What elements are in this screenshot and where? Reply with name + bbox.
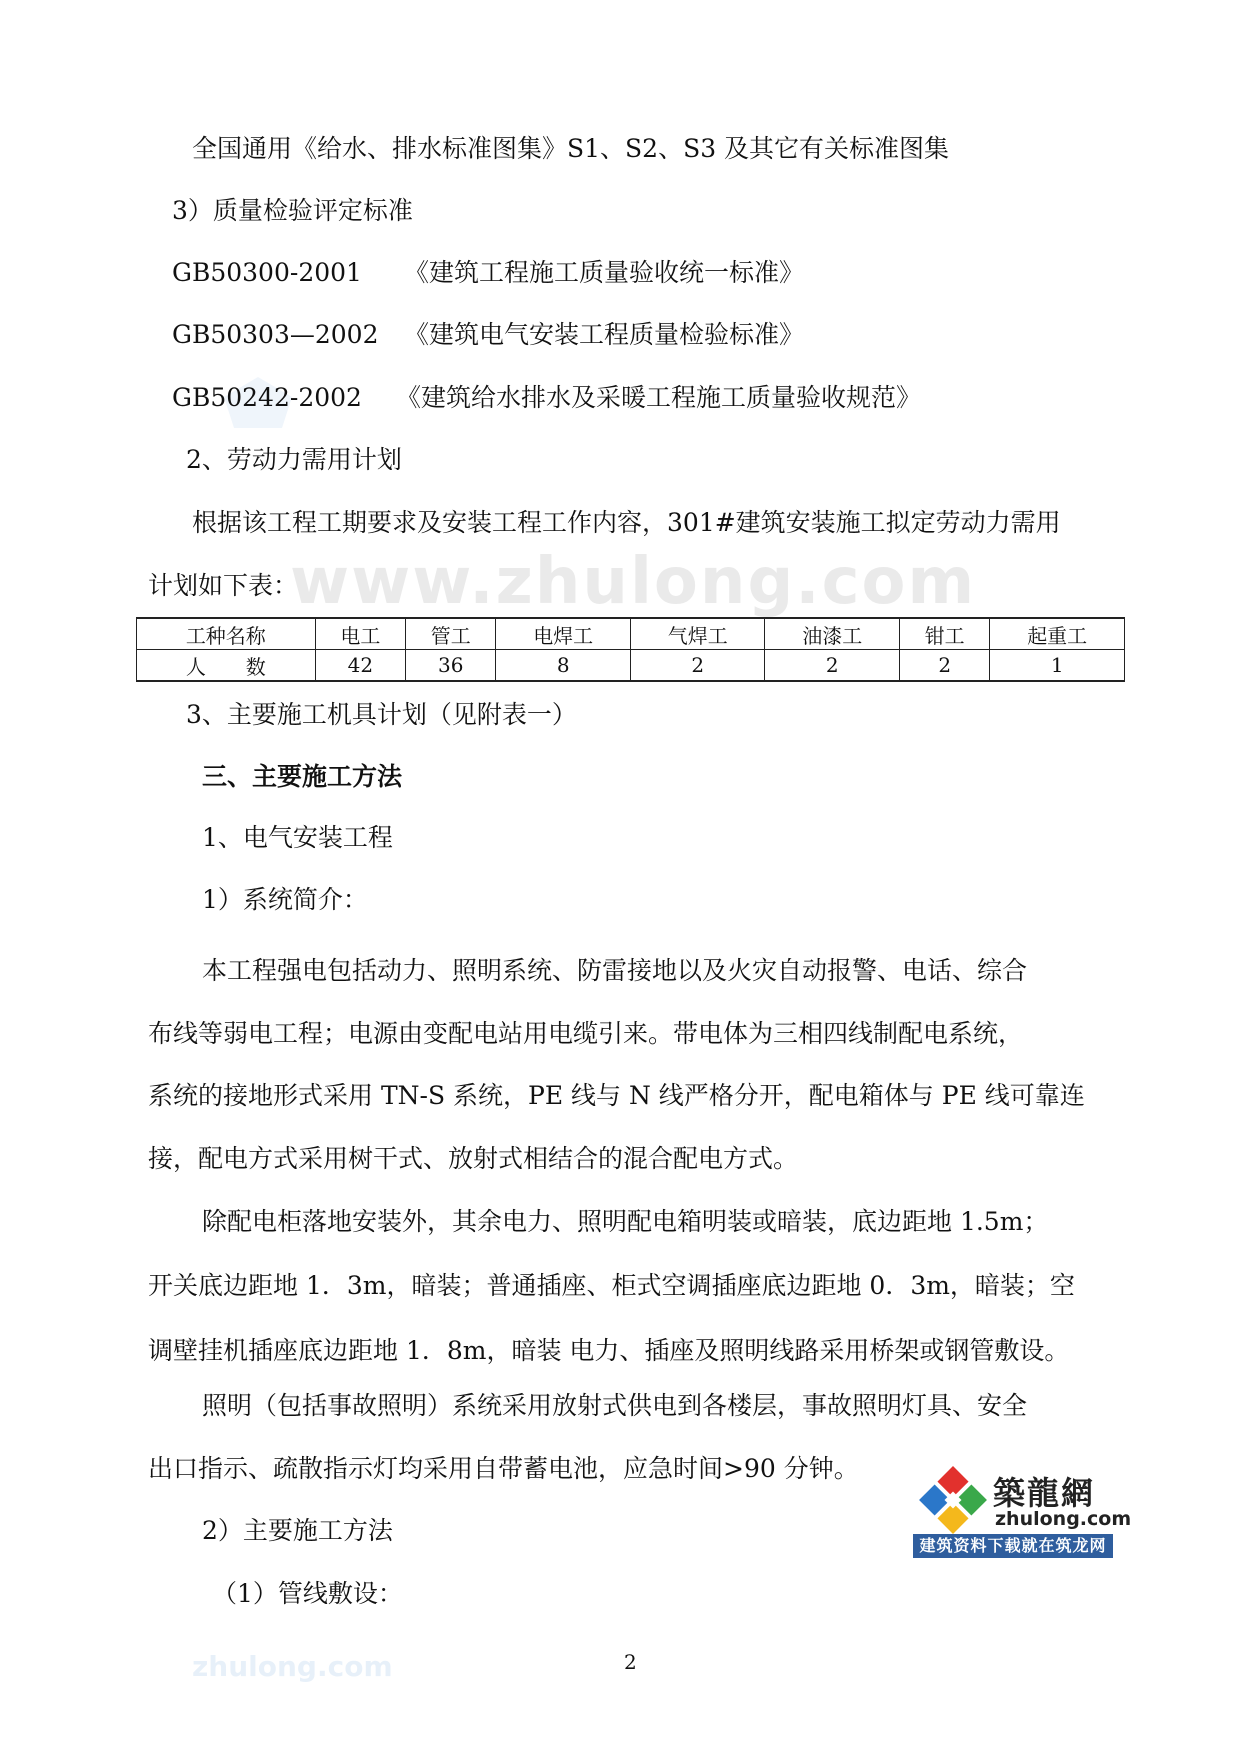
table-cell: 42 [315,650,405,682]
table-header-row [137,618,1125,650]
paragraph-line: 接，配电方式采用树干式、放射式相结合的混合配电方式。 [148,1144,799,1173]
table-cell: 气焊工 [630,618,765,650]
watermark-text: www.zhulong.com [290,545,977,619]
standard-item [172,257,804,289]
table-cell: 钳工 [899,618,989,650]
table-cell: 工种名称 [137,618,316,650]
logo-title: 築龍網 [993,1474,1096,1512]
footer-watermark: zhulong.com [192,1650,393,1683]
table-cell: 1 [990,650,1125,682]
standard-item [172,319,804,351]
standard-item [172,382,921,414]
quality-standard-heading: 3）质量检验评定标准 [172,196,413,225]
paragraph-line: 布线等弱电工程；电源由变配电站用电缆引来。带电体为三相四线制配电系统， [148,1019,1024,1048]
paragraph-line: 本工程强电包括动力、照明系统、防雷接地以及火灾自动报警、电话、综合 [202,956,1028,985]
subsection-heading: 2）主要施工方法 [202,1516,393,1545]
standard-atlas-line: 全国通用《给水、排水标准图集》S1、S2、S3 及其它有关标准图集 [192,134,950,163]
paragraph-line: 开关底边距地 1．3m，暗装；普通插座、柜式空调插座底边距地 0．3m，暗装；空 [148,1271,1075,1300]
labor-plan-text: 根据该工程工期要求及安装工程工作内容，301#建筑安装施工拟定劳动力需用 [192,508,1061,537]
labor-table [136,617,1125,682]
subsection-heading: 1）系统简介： [202,885,368,914]
standard-code: GB50242-2002 [172,383,362,412]
standard-title: 《建筑工程施工质量验收统一标准》 [404,258,805,287]
paragraph-line: 照明（包括事故照明）系统采用放射式供电到各楼层，事故照明灯具、安全 [202,1391,1028,1420]
table-cell: 人 数 [137,650,316,682]
table-cell: 2 [630,650,765,682]
table-cell: 电工 [315,618,405,650]
subsection-heading: 1、电气安装工程 [202,823,393,852]
table-cell: 电焊工 [496,618,631,650]
section-heading: 三、主要施工方法 [202,762,403,791]
table-cell: 36 [406,650,496,682]
page-number: 2 [624,1650,637,1674]
labor-plan-text-cont: 计划如下表： [148,571,299,600]
standard-title: 《建筑给水排水及采暖工程施工质量验收规范》 [396,383,922,412]
paragraph-line: 调壁挂机插座底边距地 1．8m，暗装 电力、插座及照明线路采用桥架或钢管敷设。 [148,1336,1070,1365]
logo-url: zhulong.com [995,1508,1132,1530]
table-cell: 油漆工 [765,618,900,650]
standard-title: 《建筑电气安装工程质量检验标准》 [404,320,805,349]
logo-banner: 建筑资料下载就在筑龙网 [913,1534,1113,1558]
zhulong-logo-icon [915,1466,991,1534]
paragraph-line: 出口指示、疏散指示灯均采用自带蓄电池，应急时间>90 分钟。 [148,1454,859,1483]
table-row [137,650,1125,682]
subsection-heading: （1）管线敷设： [212,1579,403,1608]
machinery-plan-heading: 3、主要施工机具计划（见附表一） [186,700,577,729]
table-cell: 8 [496,650,631,682]
labor-plan-heading: 2、劳动力需用计划 [186,445,402,474]
standard-code: GB50303—2002 [172,320,379,349]
paragraph-line: 除配电柜落地安装外，其余电力、照明配电箱明装或暗装，底边距地 1.5m； [202,1207,1049,1236]
standard-code: GB50300-2001 [172,258,362,287]
table-cell: 2 [765,650,900,682]
table-cell: 管工 [406,618,496,650]
paragraph-line: 系统的接地形式采用 TN-S 系统，PE 线与 N 线严格分开，配电箱体与 PE 线可靠连 [148,1081,1085,1110]
zhulong-logo [913,1466,1132,1558]
table-cell: 2 [899,650,989,682]
table-cell: 起重工 [990,618,1125,650]
